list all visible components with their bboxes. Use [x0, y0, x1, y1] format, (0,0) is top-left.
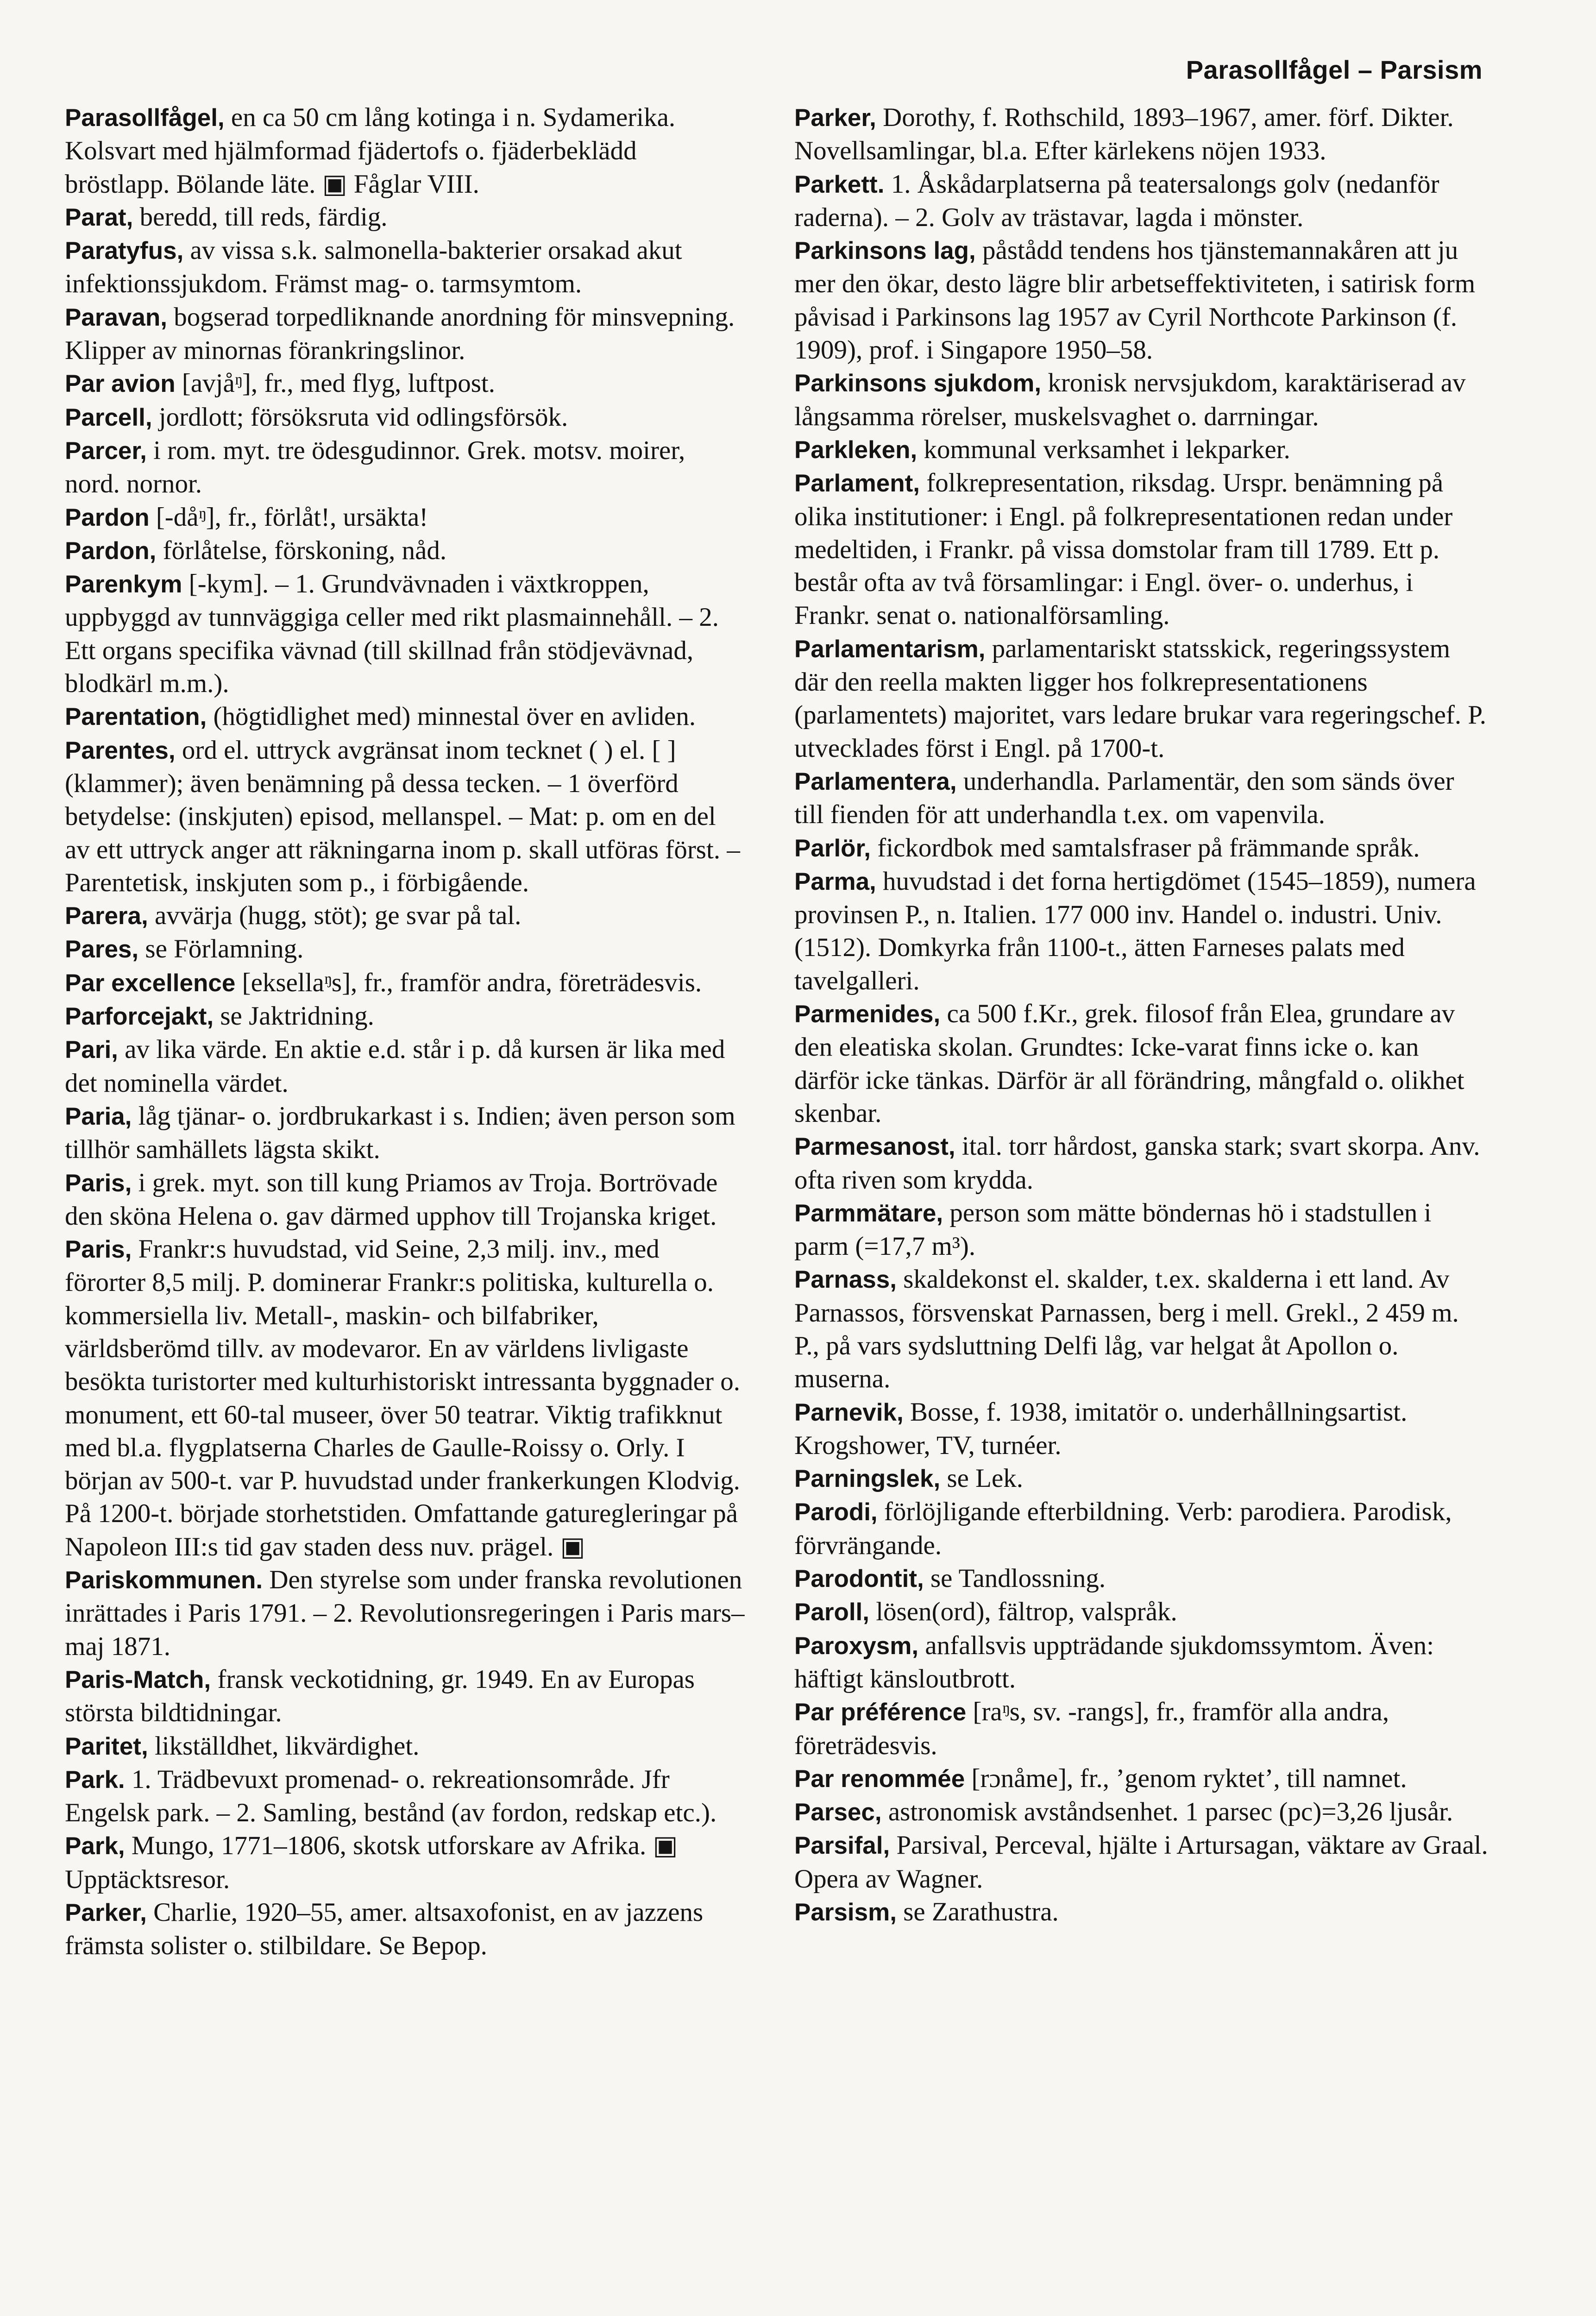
- entry-definition: fransk veckotidning, gr. 1949. En av Europas största bildtidningar.: [65, 1664, 695, 1728]
- entry-headword: Paris-Match,: [65, 1666, 211, 1693]
- entry-headword: Parsec,: [794, 1799, 882, 1826]
- dictionary-entry: [794, 1629, 1489, 1696]
- entry-headword: Paris,: [65, 1236, 132, 1264]
- entry-definition: person som mätte böndernas hö i stadstullen i parm (=17,7 m³).: [794, 1198, 1432, 1261]
- entry-definition: [-dåᵑ], fr., förlåt!, ursäkta!: [149, 502, 428, 532]
- dictionary-entry: [794, 632, 1489, 765]
- entry-headword: Par renommée: [794, 1765, 965, 1793]
- entry-definition: se Förlamning.: [138, 934, 304, 964]
- running-head: Parasollfågel – Parsism: [1186, 55, 1483, 84]
- dictionary-entry: [794, 433, 1489, 466]
- dictionary-entry: [65, 1763, 746, 1830]
- entry-headword: Parker,: [65, 1899, 147, 1927]
- entry-definition: kommunal verksamhet i lekparker.: [917, 434, 1290, 464]
- dictionary-entry: [794, 1595, 1489, 1629]
- entry-definition: parlamentariskt statsskick, regeringssystem där den reella makten ligger hos folkrepresentationens (parlamentets) majoritet, vars ledare brukar vara regeringschef. P. utvecklades först i Engl. på 1700-t.: [794, 634, 1486, 763]
- dictionary-entry: [65, 1166, 746, 1233]
- entry-definition: i grek. myt. son till kung Priamos av Troja. Bortrövade den sköna Helena o. gav därmed upphov till Trojanska kriget.: [65, 1168, 718, 1231]
- entry-headword: Parlament,: [794, 470, 920, 497]
- entry-definition: av lika värde. En aktie e.d. står i p. då kursen är lika med det nominella värdet.: [65, 1035, 725, 1098]
- entry-headword: Parlamentera,: [794, 768, 957, 795]
- entry-headword: Paroxysm,: [794, 1632, 919, 1660]
- entry-headword: Parcer,: [65, 437, 147, 465]
- entry-definition: av vissa s.k. salmonella-bakterier orsakad akut infektionssjukdom. Främst mag- o. tarmsymtom.: [65, 236, 682, 299]
- dictionary-entry: [794, 1462, 1489, 1495]
- entry-headword: Parforcejakt,: [65, 1003, 214, 1031]
- entry-definition: fickordbok med samtalsfraser på främmande språk.: [870, 833, 1420, 862]
- entry-headword: Parentation,: [65, 703, 207, 731]
- dictionary-entry: [794, 865, 1489, 997]
- entry-headword: Parlamentarism,: [794, 635, 986, 663]
- dictionary-entry: [794, 1130, 1489, 1196]
- entry-headword: Parma,: [794, 868, 876, 895]
- entry-headword: Parsifal,: [794, 1832, 890, 1860]
- dictionary-entry: [65, 534, 746, 567]
- dictionary-entry: [65, 367, 746, 400]
- entry-definition: avvärja (hugg, stöt); ge svar på tal.: [148, 901, 522, 931]
- dictionary-entry: [794, 101, 1489, 168]
- dictionary-entry: [794, 1396, 1489, 1462]
- entry-definition: ca 500 f.Kr., grek. filosof från Elea, grundare av den eleatiska skolan. Grundtes: Icke-varat finns icke o. kan därför icke tänkas. Därför är all förändring, mångfald o. olikhet skenbar.: [794, 999, 1464, 1128]
- dictionary-entry: [65, 234, 746, 301]
- entry-definition: [avjåᵑ], fr., med flyg, luftpost.: [175, 369, 496, 398]
- dictionary-entry: [65, 101, 746, 201]
- dictionary-entry: [65, 567, 746, 700]
- dictionary-entry: [65, 734, 746, 899]
- entry-headword: Parkinsons lag,: [794, 237, 976, 265]
- dictionary-entry: [65, 1730, 746, 1763]
- entry-definition: beredd, till reds, färdig.: [133, 202, 388, 232]
- entry-definition: skaldekonst el. skalder, t.ex. skalderna i ett land. Av Parnassos, försvenskat Parnassen, berg i mell. Grekl., 2 459 m. P., på vars sydsluttning Delfi låg, var helgat åt Apollon o. muserna.: [794, 1265, 1459, 1394]
- dictionary-entry: [794, 1795, 1489, 1829]
- entry-definition: se Tandlossning.: [924, 1564, 1106, 1593]
- entry-definition: Parsival, Perceval, hjälte i Artursagan, väktare av Graal. Opera av Wagner.: [794, 1831, 1488, 1894]
- dictionary-entry: [65, 932, 746, 966]
- left-column: [65, 101, 746, 1963]
- entry-headword: Parningslek,: [794, 1465, 941, 1493]
- entry-definition: förlöjligande efterbildning. Verb: parodiera. Parodisk, förvrängande.: [794, 1497, 1452, 1560]
- entry-headword: Parlör,: [794, 834, 871, 862]
- entry-headword: Par préférence: [794, 1699, 967, 1726]
- entry-definition: låg tjänar- o. jordbrukarkast i s. Indien; även person som tillhör samhällets lägsta skikt.: [65, 1101, 735, 1164]
- entry-definition: Frankr:s huvudstad, vid Seine, 2,3 milj. inv., med förorter 8,5 milj. P. dominerar Frankr:s politiska, kulturella o. kommersiella liv. Metall-, maskin- och bilfabriker, världsberömd tillv. av modevaror. En av världens livligaste besökta turistorter med kulturhistoriskt intressanta byggnader o. monument, ett 60-tal museer, över 50 teatrar. Viktig trafikknut med bl.a. flygplatserna Charles de Gaulle-Roissy o. Orly. I början av 500-t. var P. huvudstad under frankerkungen Klodvig. På 1200-t. började storhetstiden. Omfattande gaturegleringar på Napoleon III:s tid gav staden dess nuv. prägel. ▣: [65, 1234, 740, 1561]
- dictionary-entry: [65, 1000, 746, 1033]
- dictionary-entry: [65, 1829, 746, 1896]
- dictionary-entry: [65, 301, 746, 367]
- right-column: [794, 101, 1489, 1929]
- dictionary-entry: [65, 700, 746, 733]
- entry-headword: Parenkym: [65, 571, 182, 598]
- entry-headword: Parnevik,: [794, 1398, 904, 1426]
- entry-headword: Parkett.: [794, 170, 885, 198]
- dictionary-entry: [794, 1762, 1489, 1795]
- entry-definition: huvudstad i det forna hertigdömet (1545–1859), numera provinsen P., n. Italien. 177 000 inv. Handel o. industri. Univ. (1512). Domkyrka från 1100-t., ätten Farneses palats med tavelgalleri.: [794, 866, 1476, 995]
- entry-definition: en ca 50 cm lång kotinga i n. Sydamerika. Kolsvart med hjälmformad fjädertofs o. fjäderbeklädd bröstlapp. Bölande läte. ▣ Fåglar VIII.: [65, 103, 676, 199]
- dictionary-entry: [65, 966, 746, 1000]
- entry-headword: Park.: [65, 1766, 125, 1794]
- dictionary-entry: [794, 168, 1489, 234]
- entry-definition: [raᵑs, sv. -rangs], fr., framför alla andra, företrädesvis.: [794, 1697, 1389, 1760]
- entry-headword: Park,: [65, 1832, 125, 1860]
- entry-headword: Pari,: [65, 1036, 118, 1064]
- entry-headword: Paritet,: [65, 1732, 148, 1760]
- entry-headword: Parmenides,: [794, 1001, 941, 1028]
- entry-definition: [-kym]. – 1. Grundvävnaden i växtkroppen, uppbyggd av tunnväggiga celler med rikt plasmainnehåll. – 2. Ett organs specifika vävnad (till skillnad från stödjevävnad, blodkärl m.m.).: [65, 569, 719, 699]
- entry-headword: Pares,: [65, 936, 139, 963]
- entry-headword: Parera,: [65, 902, 148, 930]
- entry-definition: bogserad torpedliknande anordning för minsvepning. Klipper av minornas förankringslinor.: [65, 302, 735, 365]
- dictionary-entry: [65, 434, 746, 501]
- entry-headword: Parodontit,: [794, 1565, 924, 1593]
- entry-headword: Parker,: [794, 104, 876, 132]
- entry-definition: Bosse, f. 1938, imitatör o. underhållningsartist. Krogshower, TV, turnéer.: [794, 1397, 1407, 1460]
- entry-headword: Paris,: [65, 1169, 132, 1197]
- entry-definition: anfallsvis uppträdande sjukdomssymtom. Även: häftigt känsloutbrott.: [794, 1630, 1434, 1693]
- entry-definition: förlåtelse, förskoning, nåd.: [156, 535, 447, 565]
- dictionary-entry: [794, 466, 1489, 632]
- entry-definition: underhandla. Parlamentär, den som sänds över till fienden för att underhandla t.ex. om vapenvila.: [794, 766, 1454, 830]
- dictionary-entry: [794, 765, 1489, 831]
- dictionary-entry: [794, 1695, 1489, 1762]
- dictionary-entry: [65, 1100, 746, 1166]
- dictionary-entry: [794, 1196, 1489, 1263]
- entry-headword: Parmmätare,: [794, 1199, 943, 1227]
- entry-definition: [rɔnåme], fr., ’genom ryktet’, till namnet.: [965, 1763, 1407, 1793]
- dictionary-entry: [794, 366, 1489, 433]
- entry-definition: lösen(ord), fältrop, valspråk.: [869, 1597, 1177, 1627]
- entry-definition: (högtidlighet med) minnestal över en avliden.: [207, 702, 696, 731]
- dictionary-entry: [65, 1233, 746, 1563]
- dictionary-entry: [794, 234, 1489, 366]
- entry-headword: Par excellence: [65, 969, 236, 997]
- dictionary-entry: [65, 899, 746, 932]
- entry-headword: Parkinsons sjukdom,: [794, 370, 1042, 397]
- dictionary-entry: [65, 1663, 746, 1730]
- entry-definition: Mungo, 1771–1806, skotsk utforskare av Afrika. ▣ Upptäcktsresor.: [65, 1831, 678, 1894]
- dictionary-entry: [65, 1563, 746, 1663]
- entry-definition: se Lek.: [940, 1464, 1024, 1493]
- dictionary-entry: [794, 997, 1489, 1130]
- dictionary-entry: [65, 1033, 746, 1100]
- entry-headword: Paravan,: [65, 303, 167, 331]
- entry-headword: Parodi,: [794, 1498, 878, 1526]
- dictionary-entry: [794, 1495, 1489, 1562]
- entry-definition: påstådd tendens hos tjänstemannakåren att ju mer den ökar, desto lägre blir arbetseffektiviteten, i satirisk form påvisad i Parkinsons lag 1957 av Cyril Northcote Parkinson (f. 1909), prof. i Singapore 1950–58.: [794, 236, 1476, 365]
- entry-definition: se Zarathustra.: [896, 1897, 1059, 1927]
- entry-definition: Dorothy, f. Rothschild, 1893–1967, amer. förf. Dikter. Novellsamlingar, bl.a. Efter kärlekens nöjen 1933.: [794, 103, 1454, 166]
- entry-definition: likställdhet, likvärdighet.: [148, 1731, 420, 1761]
- entry-definition: se Jaktridning.: [214, 1001, 374, 1031]
- entry-definition: 1. Trädbevuxt promenad- o. rekreationsområde. Jfr Engelsk park. – 2. Samling, bestånd (av fordon, redskap etc.).: [65, 1764, 717, 1828]
- entry-definition: i rom. myt. tre ödesgudinnor. Grek. motsv. moirer, nord. nornor.: [65, 435, 685, 499]
- entry-headword: Parnass,: [794, 1266, 897, 1294]
- entry-definition: kronisk nervsjukdom, karaktäriserad av långsamma rörelser, muskelsvaghet o. darrningar.: [794, 368, 1466, 431]
- entry-definition: astronomisk avståndsenhet. 1 parsec (pc)=3,26 ljusår.: [881, 1797, 1453, 1827]
- dictionary-entry: [65, 1896, 746, 1963]
- dictionary-entry: [65, 401, 746, 434]
- entry-headword: Pardon,: [65, 537, 157, 565]
- entry-headword: Paroll,: [794, 1599, 870, 1626]
- entry-headword: Par avion: [65, 370, 176, 398]
- entry-headword: Parsism,: [794, 1899, 897, 1926]
- dictionary-entry: [794, 1263, 1489, 1395]
- entry-headword: Paratyfus,: [65, 237, 184, 265]
- entry-definition: 1. Åskådarplatserna på teatersalongs golv (nedanför raderna). – 2. Golv av trästavar, lagda i mönster.: [794, 169, 1439, 232]
- entry-definition: folkrepresentation, riksdag. Urspr. benämning på olika institutioner: i Engl. på folkrepresentationen redan under medeltiden, i Frankr. på vissa domstolar fram till 1789. Ett p. består ofta av två församlingar: i Engl. över- o. underhus, i Frankr. senat o. nationalförsamling.: [794, 468, 1453, 630]
- entry-headword: Parcell,: [65, 403, 152, 431]
- dictionary-entry: [794, 1829, 1489, 1895]
- entry-definition: Den styrelse som under franska revolutionen inrättades i Paris 1791. – 2. Revolutionsregeringen i Paris mars–maj 1871.: [65, 1565, 745, 1661]
- entry-headword: Pariskommunen.: [65, 1567, 263, 1594]
- dictionary-entry: [65, 201, 746, 234]
- entry-definition: Charlie, 1920–55, amer. altsaxofonist, en av jazzens främsta solister o. stilbildare. Se Bepop.: [65, 1898, 704, 1961]
- entry-headword: Paria,: [65, 1102, 132, 1130]
- dictionary-entry: [65, 501, 746, 534]
- entry-headword: Parmesanost,: [794, 1133, 955, 1161]
- entry-headword: Parkleken,: [794, 436, 917, 464]
- entry-headword: Parasollfågel,: [65, 104, 225, 132]
- dictionary-entry: [794, 831, 1489, 865]
- entry-headword: Parentes,: [65, 736, 176, 764]
- entry-definition: ord el. uttryck avgränsat inom tecknet ( ) el. [ ] (klammer); även benämning på dessa tecken. – 1 överförd betydelse: (inskjuten) episod, mellanspel. – Mat: p. om en del av ett uttryck anger att räkningarna inom p. skall utföras först. – Parentetisk, inskjuten som p., i förbigående.: [65, 735, 740, 897]
- dictionary-entry: [794, 1895, 1489, 1929]
- entry-headword: Parat,: [65, 203, 133, 231]
- entry-definition: ital. torr hårdost, ganska stark; svart skorpa. Anv. ofta riven som krydda.: [794, 1132, 1480, 1195]
- entry-definition: [eksellaᵑs], fr., framför andra, företrädesvis.: [235, 968, 702, 997]
- dictionary-entry: [794, 1562, 1489, 1595]
- entry-headword: Pardon: [65, 503, 150, 531]
- entry-definition: jordlott; försöksruta vid odlingsförsök.: [152, 402, 568, 432]
